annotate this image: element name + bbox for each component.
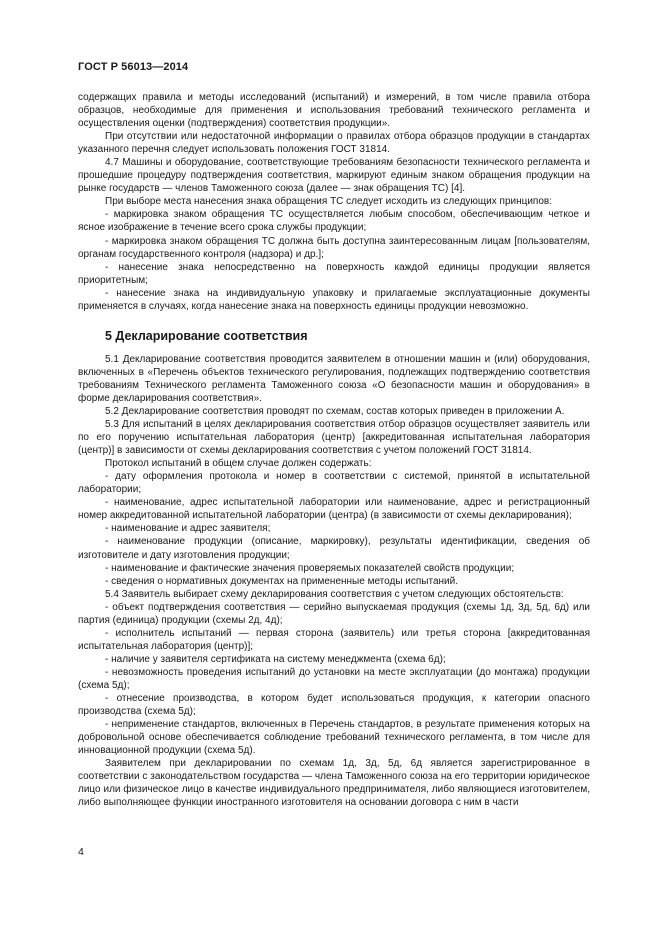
list-item: - нанесение знака непосредственно на поверхность каждой единицы продукции является приоритетным;: [78, 261, 590, 286]
section-title: 5 Декларирование соответствия: [105, 328, 308, 343]
list-item: - нанесение знака на индивидуальную упаковку и прилагаемые эксплуатационные документы применяется в случаях, когда нанесение знака на поверхность единицы продукции невозможно.: [78, 287, 590, 312]
paragraph: Заявителем при декларировании по схемам 1д, 3д, 5д, 6д является зарегистрированное в соответствии с законодательством государства — члена Таможенного союза на его территории юридическое лицо или физическое лицо в качестве индивидуального предпринимателя, либо являющиеся изготовителем, либо выполняющее функции иностранного изготовителя на основании договора с ним в части: [78, 758, 590, 809]
list-item: - сведения о нормативных документах на примененные методы испытаний.: [105, 575, 458, 587]
paragraph: При отсутствии или недостаточной информации о правилах отбора образцов продукции в стандартах указанного перечня следует использовать положения ГОСТ 31814.: [78, 131, 590, 156]
list-item: - исполнитель испытаний — первая сторона (заявитель) или третья сторона [аккредитованная испытательная лаборатория (центр)];: [78, 627, 590, 652]
paragraph: содержащих правила и методы исследований (испытаний) и измерений, в том числе правила отбора образцов, необходимые для применения и использования требований технического регламента и осуществления оценки (подтверждения) соответствия продукции».: [78, 92, 590, 130]
paragraph: 5.3 Для испытаний в целях декларирования соответствия отбор образцов осуществляет заявитель или по его поручению испытательная лаборатория (центр) [аккредитованная испытательная лаборатория (центр)] в зависимости от схемы декларирования соответствия с учетом положений ГОСТ 31814.: [78, 419, 590, 457]
list-item: - наименование и адрес заявителя;: [105, 523, 271, 535]
paragraph: 5.1 Декларирование соответствия проводится заявителем в отношении машин и (или) оборудования, включенных в «Перечень объектов технического регулирования, подлежащих подтверждению соответствия требованиям Технического регламента Таможенного союза «О безопасности машин и оборудования» в форме декларирования соответствия».: [78, 353, 590, 404]
paragraph: 5.4 Заявитель выбирает схему декларирования соответствия с учетом следующих обстоятельств:: [105, 588, 564, 600]
list-item: - невозможность проведения испытаний до установки на месте эксплуатации (до монтажа) продукции (схема 5д);: [78, 666, 590, 691]
list-item: - маркировка знаком обращения ТС должна быть доступна заинтересованным лицам [пользователям, органам государственного контроля (надзора) и др.];: [78, 235, 590, 260]
paragraph: При выборе места нанесения знака обращения ТС следует исходить из следующих принципов:: [105, 196, 552, 208]
document-header: ГОСТ Р 56013—2014: [78, 61, 189, 73]
list-item: - объект подтверждения соответствия — серийно выпускаемая продукция (схемы 1д, 3д, 5д, 6д) или партия (единица) продукции (схемы 2д, 4д);: [78, 601, 590, 626]
list-item: - неприменение стандартов, включенных в Перечень стандартов, в результате применения которых на добровольной основе обеспечивается соблюдение требований технического регламента, в том числе для инновационной продукции (схема 5д).: [78, 719, 590, 757]
paragraph: 4.7 Машины и оборудование, соответствующие требованиям безопасности технического регламента и прошедшие процедуру подтверждения соответствия, маркируют единым знаком обращения продукции на рынке государств — членов Таможенного союза (далее — знак обращения ТС) [4].: [78, 157, 590, 195]
paragraph: Протокол испытаний в общем случае должен содержать:: [105, 458, 372, 470]
list-item: - дату оформления протокола и номер в соответствии с системой, принятой в испытательной лаборатории;: [78, 471, 590, 496]
document-body: [78, 91, 590, 809]
list-item: - наименование и фактические значения проверяемых показателей свойств продукции;: [105, 562, 515, 574]
list-item: - отнесение производства, в котором будет использоваться продукция, к категории опасного производства (схема 5д);: [78, 693, 590, 718]
paragraph: 5.2 Декларирование соответствия проводят по схемам, состав которых приведен в приложении А.: [105, 405, 565, 417]
list-item: - наименование продукции (описание, маркировку), результаты идентификации, сведения об изготовителе и дату изготовления продукции;: [78, 536, 590, 561]
list-item: - маркировка знаком обращения ТС осуществляется любым способом, обеспечивающим четкое и ясное изображение в течение всего срока службы продукции;: [78, 209, 590, 234]
list-item: - наличие у заявителя сертификата на систему менеджмента (схема 6д);: [105, 653, 446, 665]
list-item: - наименование, адрес испытательной лаборатории или наименование, адрес и регистрационный номер аккредитованной испытательной лаборатории (центра) (в зависимости от схемы декларирования);: [78, 497, 590, 522]
page-number: 4: [78, 846, 84, 858]
